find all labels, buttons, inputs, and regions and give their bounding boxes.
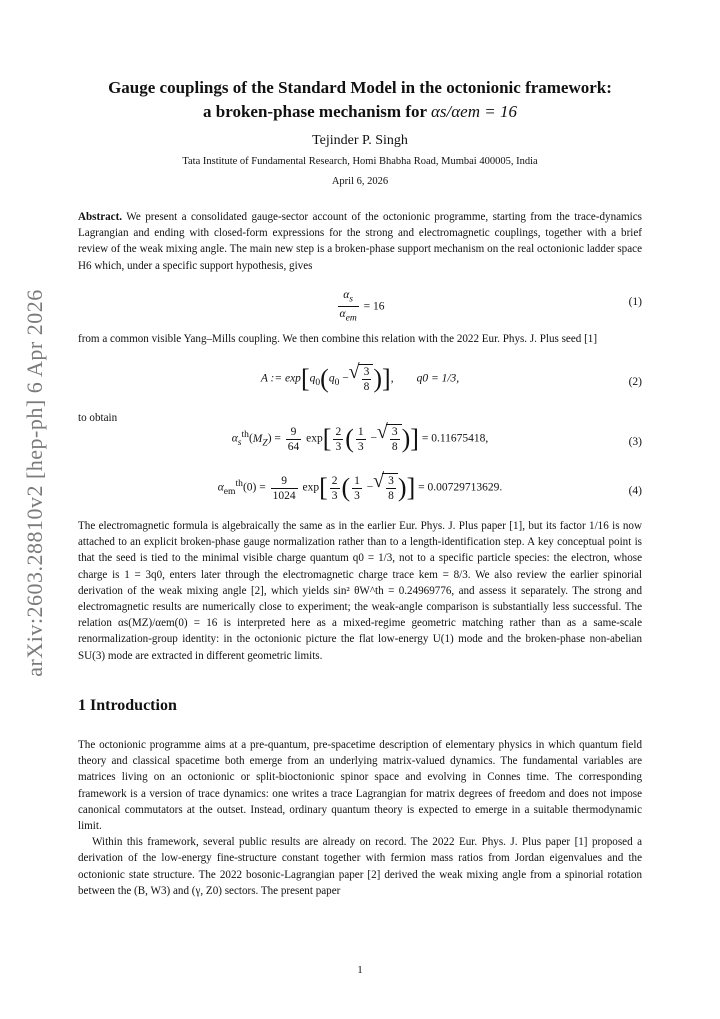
intro-paragraph-2: Within this framework, several public results are already on record. The 2022 Eur. Phys. J. Plus paper [1] proposed a derivation of the low-energy fine-structure constant together with fermion mass ratios from Jordan eigenvalues and the octonionic state structure. The 2022 bosonic-Lagrangian paper [2] derived the weak mixing angle from a spinorial rotation between the (B, W3) and (γ, Z0) sectors. The present paper — [78, 836, 642, 897]
arxiv-sidebar-stamp: arXiv:2603.28810v2 [hep-ph] 6 Apr 2026 — [22, 289, 47, 677]
abstract-paragraph — [78, 209, 642, 274]
page-number: 1 — [357, 964, 363, 976]
equation-1: $\frac{\alpha_s}{\alpha_{em}}$ = 16 (1) — [339, 289, 642, 324]
paper-title — [0, 76, 720, 124]
abstract-text-2: from a common visible Yang–Mills coupling. We then combine this relation with the 2022 Eur. Phys. J. Plus seed [1] — [78, 333, 598, 345]
abstract-text: We present a consolidated gauge-sector account of the octonionic programme, starting from the trace-dynamics Lagrangian and ending with closed-form expressions for the strong and electromagnetic couplings, together with a brief review of the weak mixing angle. The main new step is a broken-phase support mechanism on the real octonionic ladder space H6 which, under a specific support hypothesis, gives — [78, 211, 642, 272]
abstract-paragraph-2 — [78, 331, 642, 347]
title-line-2-prefix: a broken-phase mechanism for — [203, 102, 427, 121]
eq2-q0: q0 = 1/3, — [416, 372, 460, 385]
section-heading-introduction: 1 Introduction — [78, 697, 177, 714]
equation-3-number: (3) — [628, 436, 642, 448]
abstract-text-3: to obtain — [78, 412, 118, 424]
title-line-2-math: αs/αem = 16 — [430, 102, 517, 121]
equation-4-number: (4) — [628, 485, 642, 497]
abstract-paragraph-4 — [78, 518, 642, 664]
abstract-label: Abstract. — [78, 211, 123, 223]
equation-1-number: (1) — [628, 296, 642, 308]
affiliation: Tata Institute of Fundamental Research, Homi Bhabha Road, Mumbai 400005, India — [182, 156, 538, 167]
abstract-text-4: The electromagnetic formula is algebraically the same as in the earlier Eur. Phys. J. Plus paper [1], but its factor 1/16 is now attached to an explicit broken-phase gauge normalization rather than to a length-identification step. A key conceptual point is that the seed is tied to the minimal visible charge quantum q0 = 1/3, not to a specific particle species: the electron, whose charge is 1 = 3q0, enters later through the electromagnetic charge trace kem = 8/3. We also review the earlier spinorial derivation of the weak mixing angle [2], which yields sin² θW^th = 0.24969776, and assess it separately. The strong and electromagnetic results are numerically close to experiment; the weak-angle comparison is substantially less successful. The relation αs(MZ)/αem(0) = 16 is interpreted here as a mixed-regime geometric matching rather than as a same-scale renormalization-group identity: in the octonionic picture the flat low-energy U(1) mode and the broken-phase non-abelian SU(3) mode are extracted in different geometric limits. — [78, 520, 642, 662]
intro-paragraph-1: The octonionic programme aims at a pre-quantum, pre-spacetime description of elementary physics in which quantum field theory and classical spacetime both emerge from an underlying matrix-valued dynamics. The fundamental variables are matrices living on an octonionic or split-bioctonionic spinor space and evolving in Connes time. The corresponding framework is a version of trace dynamics: one writes a trace Lagrangian for matrix degrees of freedom and does not impose canonical commutators at the outset. Instead, ordinary quantum theory is expected to emerge in a suitable thermodynamic limit. — [78, 739, 642, 833]
equation-2-number: (2) — [628, 376, 642, 388]
eq3-value: = 0.11675418, — [421, 432, 489, 445]
title-line-1: Gauge couplings of the Standard Model in the octonionic framework: — [108, 78, 612, 97]
introduction-body — [78, 737, 642, 899]
date: April 6, 2026 — [331, 176, 389, 187]
eq4-value: = 0.00729713629. — [418, 481, 503, 494]
equation-3: $\alpha_s^{th}(M_Z)$ = $\frac{9}{64}$ exp[ $\frac{2}{3}$ ( $\frac{1}{3}$ − √ $\frac{3}{8}$ )] = 0.11675418, (3) — [78, 424, 642, 464]
title-line-2 — [0, 100, 720, 124]
equation-4: $\alpha_{em}^{th}(0)$ = $\frac{9}{1024}$ exp[ $\frac{2}{3}$ ( $\frac{1}{3}$ − √ $\frac{3}{8}$ )] = 0.00729713629. (4) — [78, 473, 642, 513]
eq1-rhs: = 16 — [363, 300, 385, 313]
eq2-lhs: A := exp — [260, 372, 301, 385]
equation-2: A := $\exp[q_0(q_0$ − √ $\frac{3}{8}$ )], q0 = 1/3, (2) — [78, 364, 642, 404]
author: Tejinder P. Singh — [312, 133, 408, 148]
